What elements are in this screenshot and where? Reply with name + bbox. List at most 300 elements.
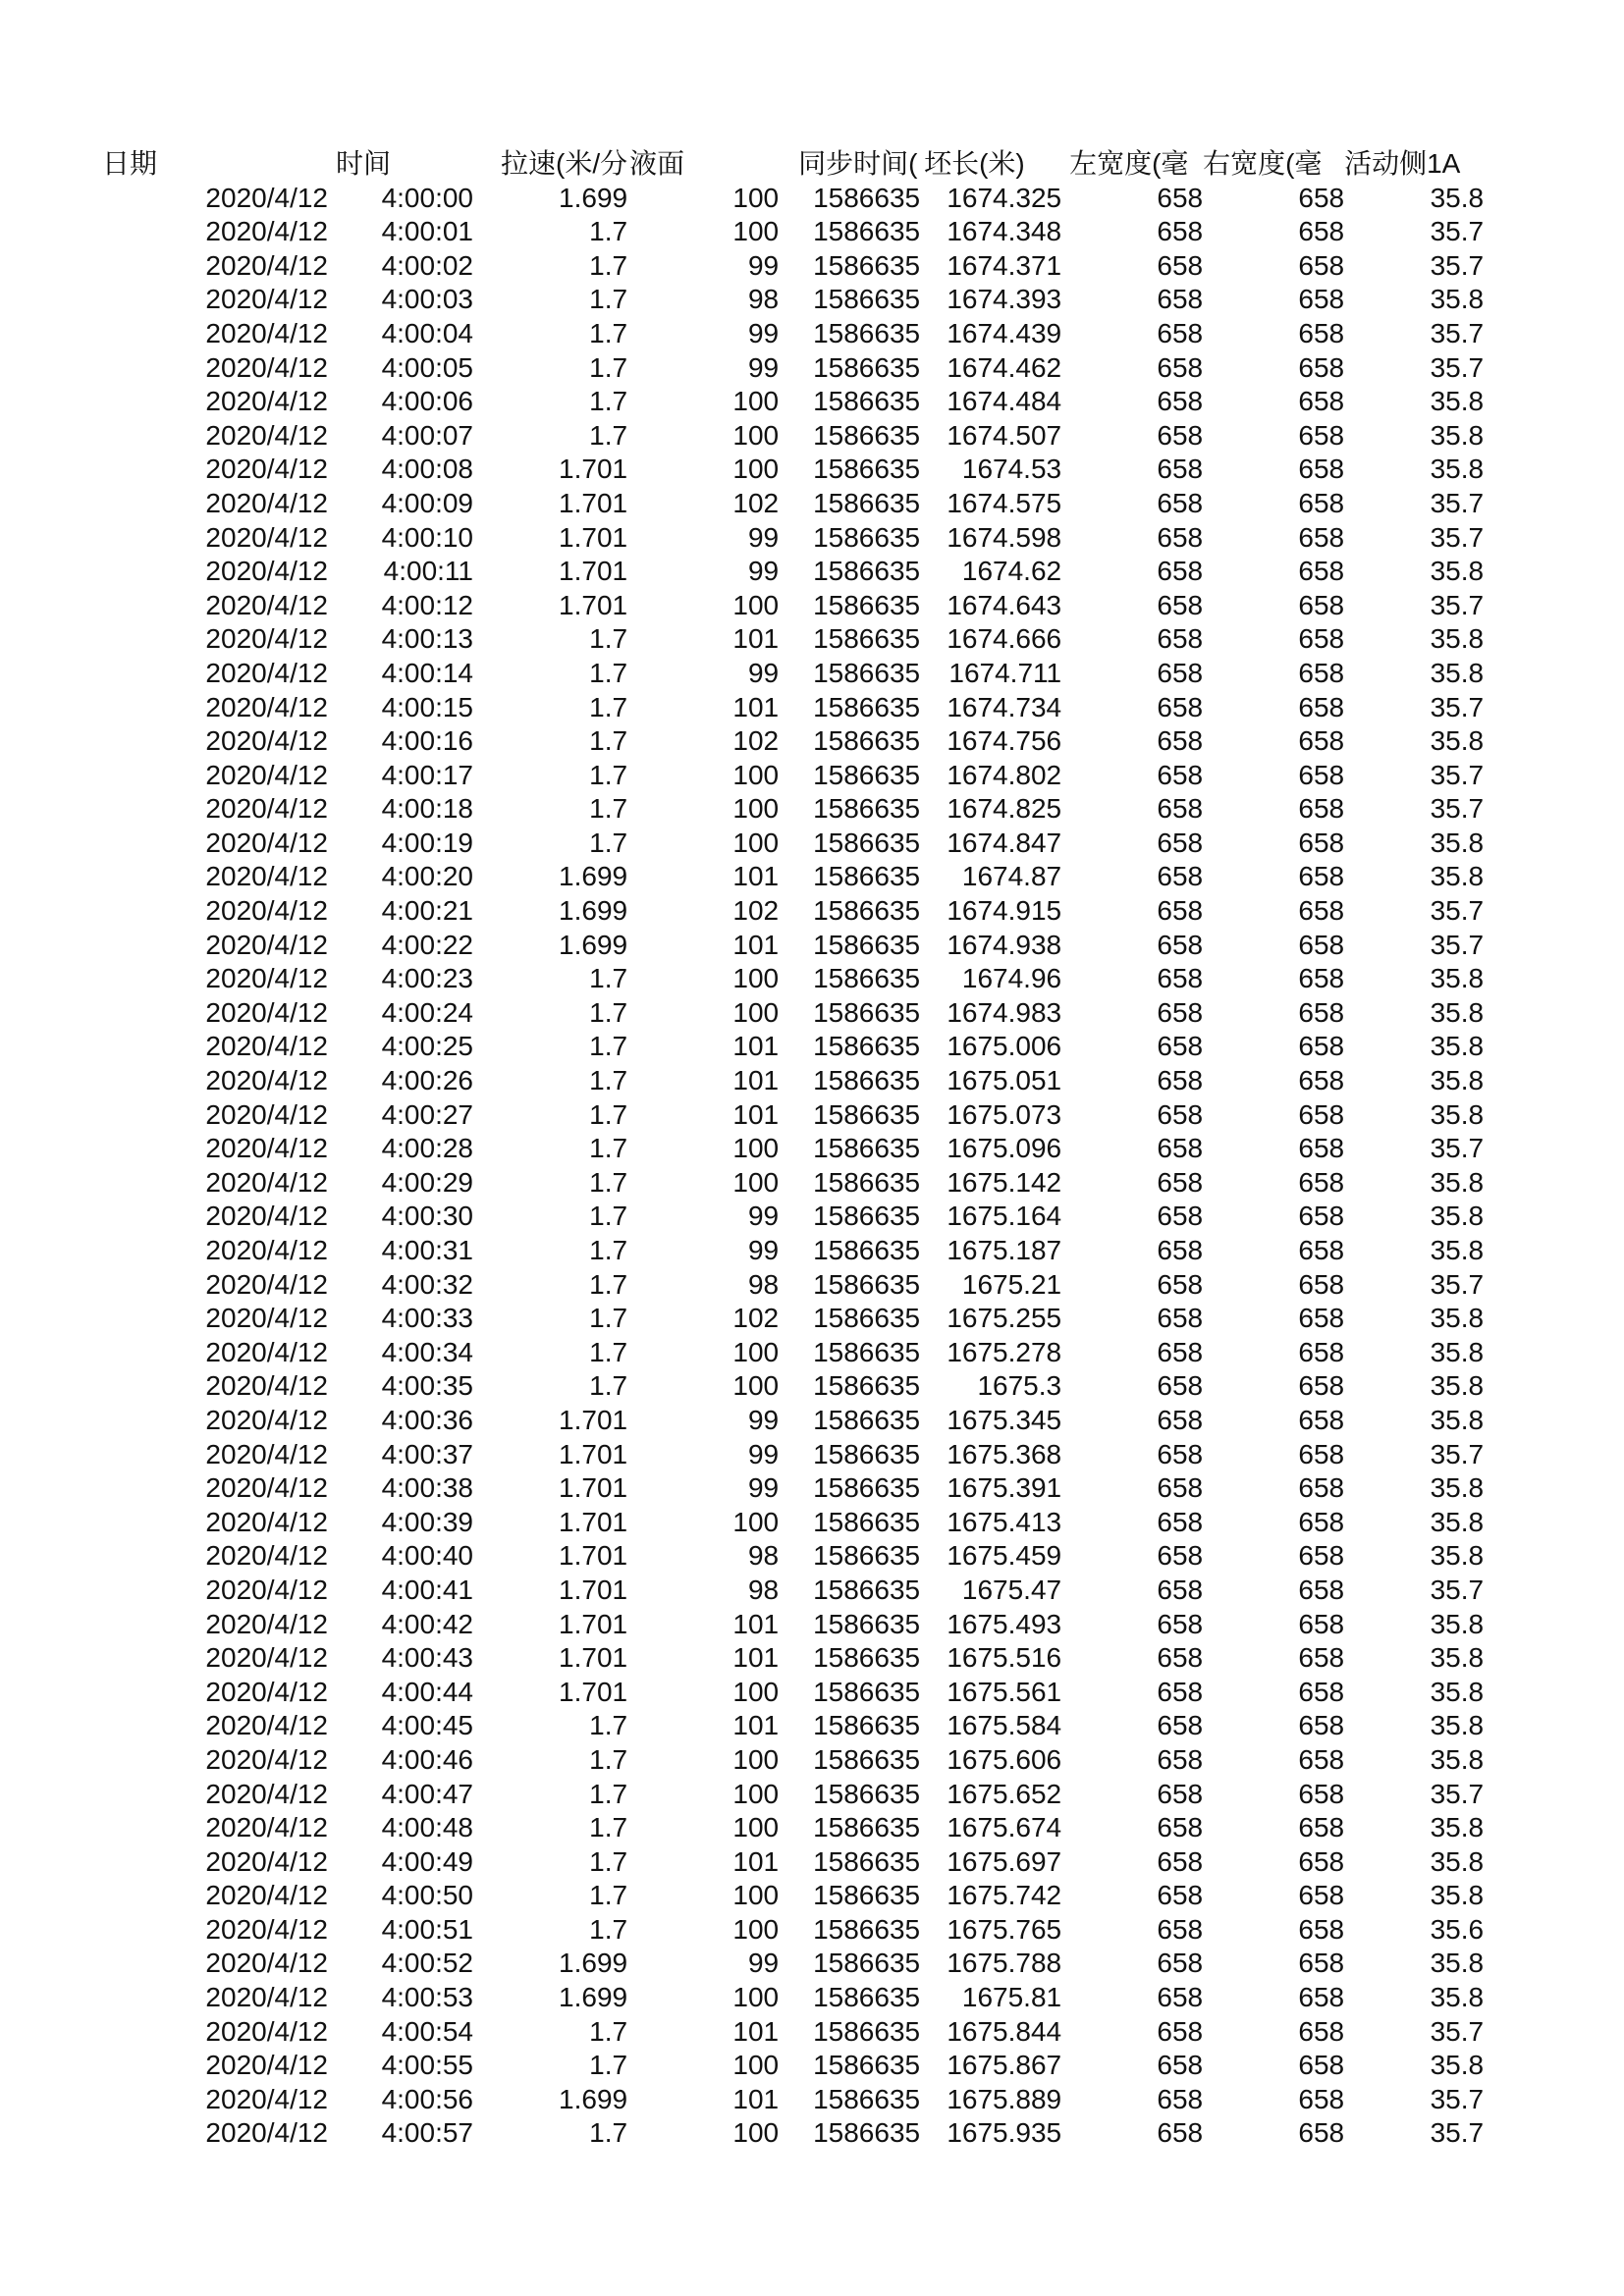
cell-slab-length: 1675.652 [947,1778,1062,1809]
cell-date: 2020/4/12 [205,521,328,553]
cell-right-width: 658 [1298,2050,1345,2081]
cell-left-width: 658 [1157,1743,1204,1775]
cell-casting-speed: 1.701 [559,1676,628,1707]
cell-date: 2020/4/12 [205,1031,328,1062]
cell-active-side-1a: 35.8 [1430,1676,1485,1707]
table-row [145,1947,1484,1981]
cell-casting-speed: 1.7 [589,1166,628,1198]
cell-slab-length: 1674.507 [947,419,1062,451]
cell-slab-length: 1675.844 [947,2015,1062,2047]
cell-level: 99 [747,521,780,553]
cell-sync-time: 1586635 [813,861,921,892]
cell-sync-time: 1586635 [813,1404,921,1435]
cell-date: 2020/4/12 [205,691,328,722]
cell-time: 4:00:12 [381,589,473,620]
cell-slab-length: 1675.459 [947,1540,1062,1572]
cell-right-width: 658 [1298,419,1345,451]
table-row [145,385,1484,419]
cell-left-width: 658 [1157,589,1204,620]
cell-date: 2020/4/12 [205,1268,328,1300]
cell-sync-time: 1586635 [813,1268,921,1300]
table-row [145,792,1484,827]
cell-active-side-1a: 35.8 [1430,1303,1485,1334]
cell-left-width: 658 [1157,1370,1204,1402]
cell-slab-length: 1674.87 [961,861,1062,892]
cell-right-width: 658 [1298,216,1345,247]
table-row [145,453,1484,487]
cell-sync-time: 1586635 [813,1778,921,1809]
cell-level: 100 [732,1506,780,1537]
cell-date: 2020/4/12 [205,861,328,892]
cell-casting-speed: 1.7 [589,419,628,451]
cell-level: 101 [732,691,780,722]
cell-active-side-1a: 35.8 [1430,386,1485,417]
cell-right-width: 658 [1298,1438,1345,1469]
header-time: 时间 [336,148,392,179]
cell-level: 101 [732,623,780,655]
cell-date: 2020/4/12 [205,589,328,620]
table-row [145,1404,1484,1438]
cell-active-side-1a: 35.8 [1430,1235,1485,1265]
cell-left-width: 658 [1157,182,1204,213]
cell-slab-length: 1674.484 [947,386,1062,417]
cell-time: 4:00:11 [383,556,473,587]
cell-sync-time: 1586635 [813,1540,921,1572]
cell-level: 100 [732,1676,780,1707]
cell-active-side-1a: 35.7 [1430,2083,1485,2114]
cell-active-side-1a: 35.8 [1430,1812,1485,1843]
cell-left-width: 658 [1157,1268,1204,1300]
cell-right-width: 658 [1298,1642,1345,1674]
cell-casting-speed: 1.7 [589,827,628,858]
cell-sync-time: 1586635 [813,1812,921,1843]
cell-casting-speed: 1.7 [589,1303,628,1334]
table-row [145,521,1484,556]
cell-date: 2020/4/12 [205,1710,328,1741]
cell-slab-length: 1675.006 [947,1031,1062,1062]
cell-right-width: 658 [1298,1506,1345,1537]
table-row [145,589,1484,623]
cell-right-width: 658 [1298,1845,1345,1877]
cell-level: 100 [732,589,780,620]
cell-time: 4:00:42 [381,1608,473,1639]
table-row [145,2049,1484,2083]
cell-sync-time: 1586635 [813,1982,921,2013]
cell-sync-time: 1586635 [813,487,921,518]
cell-time: 4:00:22 [381,929,473,960]
cell-left-width: 658 [1157,725,1204,757]
cell-active-side-1a: 35.8 [1430,556,1485,587]
cell-date: 2020/4/12 [205,996,328,1028]
cell-level: 101 [732,2015,780,2047]
cell-left-width: 658 [1157,249,1204,281]
cell-active-side-1a: 35.8 [1430,1404,1485,1435]
cell-sync-time: 1586635 [813,2083,921,2114]
table-row [145,1845,1484,1880]
cell-right-width: 658 [1298,691,1345,722]
cell-slab-length: 1674.393 [947,284,1062,315]
cell-left-width: 658 [1157,1336,1204,1367]
cell-left-width: 658 [1157,1133,1204,1164]
cell-left-width: 658 [1157,454,1204,485]
cell-slab-length: 1675.765 [947,1913,1062,1945]
cell-date: 2020/4/12 [205,249,328,281]
table-row [145,1234,1484,1268]
cell-date: 2020/4/12 [205,216,328,247]
cell-slab-length: 1675.606 [947,1743,1062,1775]
cell-slab-length: 1675.413 [947,1506,1062,1537]
cell-right-width: 658 [1298,1982,1345,2013]
table-row [145,962,1484,996]
cell-active-side-1a: 35.8 [1430,963,1485,994]
cell-date: 2020/4/12 [205,1438,328,1469]
cell-active-side-1a: 35.7 [1430,2117,1485,2149]
cell-active-side-1a: 35.7 [1430,216,1485,247]
cell-casting-speed: 1.7 [589,284,628,315]
cell-casting-speed: 1.7 [589,1880,628,1911]
cell-casting-speed: 1.7 [589,996,628,1028]
cell-active-side-1a: 35.7 [1430,793,1485,825]
cell-sync-time: 1586635 [813,1608,921,1639]
cell-level: 100 [732,419,780,451]
cell-date: 2020/4/12 [205,454,328,485]
cell-time: 4:00:08 [381,454,473,485]
cell-left-width: 658 [1157,1948,1204,1979]
cell-right-width: 658 [1298,1065,1345,1096]
cell-slab-length: 1674.847 [947,827,1062,858]
cell-level: 101 [732,1845,780,1877]
cell-sync-time: 1586635 [813,1948,921,1979]
cell-right-width: 658 [1298,1201,1345,1232]
cell-sync-time: 1586635 [813,521,921,553]
cell-active-side-1a: 35.8 [1430,1982,1485,2013]
cell-level: 100 [732,2117,780,2149]
cell-date: 2020/4/12 [205,963,328,994]
cell-level: 99 [747,1438,780,1469]
cell-left-width: 658 [1157,351,1204,383]
cell-level: 99 [747,556,780,587]
table-row [145,1641,1484,1676]
cell-active-side-1a: 35.8 [1430,1743,1485,1775]
cell-casting-speed: 1.7 [589,1845,628,1877]
cell-active-side-1a: 35.7 [1430,759,1485,790]
cell-time: 4:00:01 [381,216,473,247]
cell-sync-time: 1586635 [813,2117,921,2149]
cell-casting-speed: 1.7 [589,691,628,722]
cell-level: 101 [732,1608,780,1639]
cell-date: 2020/4/12 [205,1065,328,1096]
cell-right-width: 658 [1298,1574,1345,1605]
table-row [145,1574,1484,1608]
cell-slab-length: 1674.598 [947,521,1062,553]
cell-casting-speed: 1.7 [589,2117,628,2149]
table-row [145,929,1484,963]
cell-sync-time: 1586635 [813,1235,921,1265]
cell-slab-length: 1674.439 [947,317,1062,348]
cell-active-side-1a: 35.8 [1430,1031,1485,1062]
cell-active-side-1a: 35.7 [1430,589,1485,620]
cell-right-width: 658 [1298,759,1345,790]
cell-slab-length: 1674.62 [961,556,1062,587]
cell-time: 4:00:53 [381,1982,473,2013]
table-row [145,894,1484,929]
cell-right-width: 658 [1298,1098,1345,1130]
cell-casting-speed: 1.7 [589,2050,628,2081]
cell-time: 4:00:05 [381,351,473,383]
cell-slab-length: 1674.643 [947,589,1062,620]
cell-casting-speed: 1.7 [589,1031,628,1062]
cell-left-width: 658 [1157,827,1204,858]
cell-left-width: 658 [1157,1166,1204,1198]
cell-date: 2020/4/12 [205,1336,328,1367]
cell-sync-time: 1586635 [813,1642,921,1674]
cell-right-width: 658 [1298,1743,1345,1775]
cell-time: 4:00:52 [381,1948,473,1979]
cell-casting-speed: 1.701 [559,487,628,518]
table-row [145,487,1484,521]
cell-time: 4:00:56 [381,2083,473,2114]
cell-level: 102 [732,895,780,927]
cell-sync-time: 1586635 [813,691,921,722]
cell-active-side-1a: 35.7 [1430,521,1485,553]
cell-time: 4:00:14 [381,657,473,688]
cell-left-width: 658 [1157,793,1204,825]
cell-slab-length: 1675.142 [947,1166,1062,1198]
cell-sync-time: 1586635 [813,1133,921,1164]
cell-left-width: 658 [1157,1065,1204,1096]
table-row [145,2015,1484,2050]
header-row [145,147,1484,182]
table-row [145,1608,1484,1642]
cell-date: 2020/4/12 [205,759,328,790]
cell-date: 2020/4/12 [205,1506,328,1537]
cell-active-side-1a: 35.8 [1430,725,1485,757]
cell-casting-speed: 1.7 [589,1098,628,1130]
table-row [145,419,1484,454]
cell-left-width: 658 [1157,691,1204,722]
cell-sync-time: 1586635 [813,2015,921,2047]
cell-time: 4:00:57 [381,2117,473,2149]
cell-time: 4:00:21 [381,895,473,927]
cell-time: 4:00:15 [381,691,473,722]
cell-left-width: 658 [1157,1303,1204,1334]
cell-sync-time: 1586635 [813,556,921,587]
cell-casting-speed: 1.7 [589,963,628,994]
cell-left-width: 658 [1157,216,1204,247]
cell-right-width: 658 [1298,182,1345,213]
cell-casting-speed: 1.7 [589,793,628,825]
cell-time: 4:00:43 [381,1642,473,1674]
cell-time: 4:00:40 [381,1540,473,1572]
cell-time: 4:00:46 [381,1743,473,1775]
cell-date: 2020/4/12 [205,2050,328,2081]
cell-slab-length: 1674.53 [961,454,1062,485]
cell-left-width: 658 [1157,1574,1204,1605]
cell-right-width: 658 [1298,725,1345,757]
cell-slab-length: 1675.345 [947,1404,1062,1435]
cell-time: 4:00:38 [381,1472,473,1504]
cell-level: 100 [732,182,780,213]
cell-date: 2020/4/12 [205,1574,328,1605]
cell-time: 4:00:07 [381,419,473,451]
cell-slab-length: 1675.368 [947,1438,1062,1469]
cell-date: 2020/4/12 [205,1743,328,1775]
cell-casting-speed: 1.7 [589,1201,628,1232]
cell-active-side-1a: 35.7 [1430,487,1485,518]
cell-slab-length: 1675.561 [947,1676,1062,1707]
cell-time: 4:00:25 [381,1031,473,1062]
cell-date: 2020/4/12 [205,1133,328,1164]
cell-date: 2020/4/12 [205,895,328,927]
cell-casting-speed: 1.701 [559,454,628,485]
cell-right-width: 658 [1298,284,1345,315]
table-row [145,1879,1484,1913]
header-casting-speed: 拉速(米/分 [501,148,628,179]
cell-casting-speed: 1.7 [589,1370,628,1402]
cell-left-width: 658 [1157,895,1204,927]
cell-left-width: 658 [1157,487,1204,518]
cell-left-width: 658 [1157,386,1204,417]
cell-slab-length: 1675.935 [947,2117,1062,2149]
header-date: 日期 [102,148,158,179]
cell-active-side-1a: 35.8 [1430,1166,1485,1198]
cell-level: 100 [732,1336,780,1367]
cell-slab-length: 1674.462 [947,351,1062,383]
cell-right-width: 658 [1298,1166,1345,1198]
cell-level: 100 [732,1913,780,1945]
cell-left-width: 658 [1157,2117,1204,2149]
cell-casting-speed: 1.7 [589,725,628,757]
cell-right-width: 658 [1298,1031,1345,1062]
cell-level: 101 [732,1031,780,1062]
cell-level: 98 [747,1574,780,1605]
table-row [145,283,1484,317]
cell-right-width: 658 [1298,1404,1345,1435]
cell-casting-speed: 1.699 [559,895,628,927]
cell-right-width: 658 [1298,521,1345,553]
cell-active-side-1a: 35.7 [1430,2015,1485,2047]
cell-right-width: 658 [1298,827,1345,858]
cell-slab-length: 1675.278 [947,1336,1062,1367]
cell-right-width: 658 [1298,1268,1345,1300]
cell-active-side-1a: 35.7 [1430,691,1485,722]
cell-right-width: 658 [1298,1778,1345,1809]
cell-level: 99 [747,249,780,281]
table-row [145,1166,1484,1201]
cell-active-side-1a: 35.8 [1430,2050,1485,2081]
cell-sync-time: 1586635 [813,1065,921,1096]
cell-date: 2020/4/12 [205,1404,328,1435]
cell-date: 2020/4/12 [205,1676,328,1707]
cell-casting-speed: 1.701 [559,1404,628,1435]
table-row [145,1676,1484,1710]
cell-right-width: 658 [1298,929,1345,960]
cell-sync-time: 1586635 [813,1676,921,1707]
cell-time: 4:00:24 [381,996,473,1028]
cell-time: 4:00:34 [381,1336,473,1367]
cell-level: 99 [747,317,780,348]
cell-slab-length: 1674.666 [947,623,1062,655]
cell-level: 101 [732,1098,780,1130]
cell-active-side-1a: 35.7 [1430,317,1485,348]
cell-level: 99 [747,1201,780,1232]
cell-date: 2020/4/12 [205,2015,328,2047]
cell-level: 100 [732,1166,780,1198]
cell-slab-length: 1675.47 [961,1574,1062,1605]
cell-level: 100 [732,1743,780,1775]
cell-left-width: 658 [1157,1913,1204,1945]
cell-active-side-1a: 35.7 [1430,895,1485,927]
cell-casting-speed: 1.7 [589,1065,628,1096]
cell-time: 4:00:09 [381,487,473,518]
cell-left-width: 658 [1157,623,1204,655]
cell-casting-speed: 1.701 [559,1574,628,1605]
cell-right-width: 658 [1298,249,1345,281]
cell-active-side-1a: 35.8 [1430,454,1485,485]
cell-left-width: 658 [1157,317,1204,348]
cell-date: 2020/4/12 [205,1812,328,1843]
cell-casting-speed: 1.701 [559,521,628,553]
header-slab-length: 坯长(米) [924,148,1025,179]
cell-left-width: 658 [1157,1404,1204,1435]
cell-casting-speed: 1.701 [559,1506,628,1537]
cell-left-width: 658 [1157,1031,1204,1062]
cell-sync-time: 1586635 [813,1710,921,1741]
cell-date: 2020/4/12 [205,793,328,825]
cell-left-width: 658 [1157,1540,1204,1572]
cell-casting-speed: 1.701 [559,589,628,620]
cell-left-width: 658 [1157,1201,1204,1232]
cell-casting-speed: 1.701 [559,1642,628,1674]
cell-left-width: 658 [1157,1472,1204,1504]
cell-level: 100 [732,454,780,485]
cell-sync-time: 1586635 [813,996,921,1028]
cell-time: 4:00:49 [381,1845,473,1877]
cell-level: 102 [732,487,780,518]
cell-casting-speed: 1.699 [559,2083,628,2114]
cell-sync-time: 1586635 [813,589,921,620]
cell-casting-speed: 1.7 [589,386,628,417]
cell-level: 99 [747,351,780,383]
cell-level: 102 [732,725,780,757]
cell-left-width: 658 [1157,929,1204,960]
cell-left-width: 658 [1157,1812,1204,1843]
cell-sync-time: 1586635 [813,963,921,994]
cell-casting-speed: 1.7 [589,249,628,281]
cell-right-width: 658 [1298,963,1345,994]
cell-slab-length: 1675.81 [961,1982,1062,2013]
cell-left-width: 658 [1157,419,1204,451]
cell-casting-speed: 1.7 [589,1268,628,1300]
cell-level: 99 [747,657,780,688]
table-row [145,1743,1484,1778]
cell-sync-time: 1586635 [813,1098,921,1130]
cell-slab-length: 1674.96 [961,963,1062,994]
cell-left-width: 658 [1157,1235,1204,1265]
cell-right-width: 658 [1298,351,1345,383]
cell-date: 2020/4/12 [205,1982,328,2013]
cell-date: 2020/4/12 [205,1540,328,1572]
cell-date: 2020/4/12 [205,1913,328,1945]
cell-left-width: 658 [1157,2015,1204,2047]
cell-active-side-1a: 35.8 [1430,861,1485,892]
table-row [145,1302,1484,1336]
cell-active-side-1a: 35.8 [1430,1472,1485,1504]
cell-date: 2020/4/12 [205,1608,328,1639]
cell-active-side-1a: 35.8 [1430,1710,1485,1741]
cell-right-width: 658 [1298,589,1345,620]
cell-casting-speed: 1.701 [559,556,628,587]
